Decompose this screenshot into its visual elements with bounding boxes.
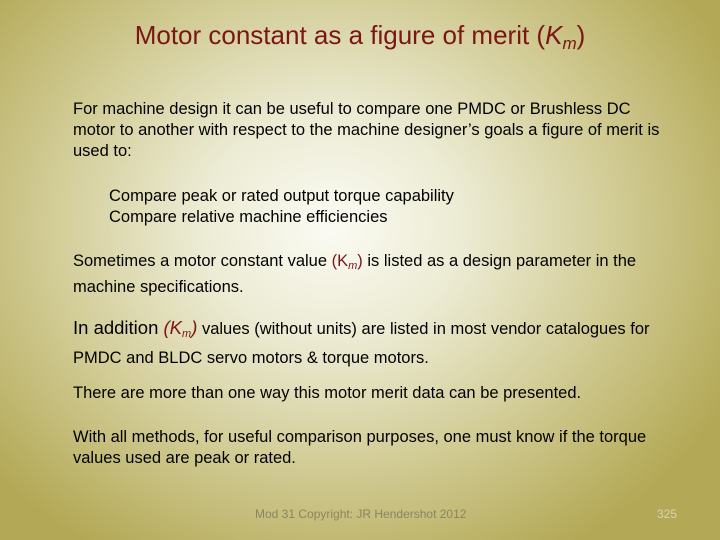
presentation-paragraph: There are more than one way this motor merit data can be presented. bbox=[73, 384, 582, 402]
km-symbol-2 bbox=[164, 317, 198, 338]
page-number: 325 bbox=[657, 507, 678, 521]
km2-subscript: m bbox=[182, 328, 192, 340]
vendor-catalogue-paragraph bbox=[73, 316, 673, 370]
km-symbol bbox=[332, 252, 363, 270]
p3-lead: In addition bbox=[73, 317, 164, 338]
footer-copyright: Mod 31 Copyright: JR Hendershot 2012 bbox=[255, 507, 467, 521]
p2-before: Sometimes a motor constant value bbox=[73, 252, 332, 270]
title-prefix: Motor constant as a figure of merit ( bbox=[134, 20, 546, 50]
title-symbol: K bbox=[545, 20, 563, 50]
bullet-list bbox=[109, 186, 669, 228]
slide-title bbox=[0, 20, 720, 54]
p3-after: values (without units) are listed in most vendor catalogues for PMDC and BLDC servo motors & torque motors. bbox=[73, 320, 650, 367]
km-subscript: m bbox=[348, 260, 358, 272]
km-open: (K bbox=[331, 252, 349, 270]
comparison-paragraph: With all methods, for useful comparison purposes, one must know if the torque values used are peak or rated. bbox=[73, 428, 647, 467]
motor-constant-paragraph bbox=[73, 251, 673, 298]
km-close: ) bbox=[357, 252, 363, 270]
km2-close: ) bbox=[191, 317, 198, 338]
title-subscript: m bbox=[562, 34, 577, 53]
km2-open: (K bbox=[163, 317, 183, 338]
intro-paragraph: For machine design it can be useful to compare one PMDC or Brushless DC motor to another with respect to the machine designer’s goals a figure of merit is used to: bbox=[73, 100, 660, 160]
p2-after: is listed as a design parameter in the machine specifications. bbox=[73, 252, 637, 296]
bullet-item-efficiency: Compare relative machine efficiencies bbox=[109, 208, 388, 226]
title-suffix: ) bbox=[576, 20, 586, 50]
bullet-item-torque: Compare peak or rated output torque capability bbox=[109, 187, 454, 205]
